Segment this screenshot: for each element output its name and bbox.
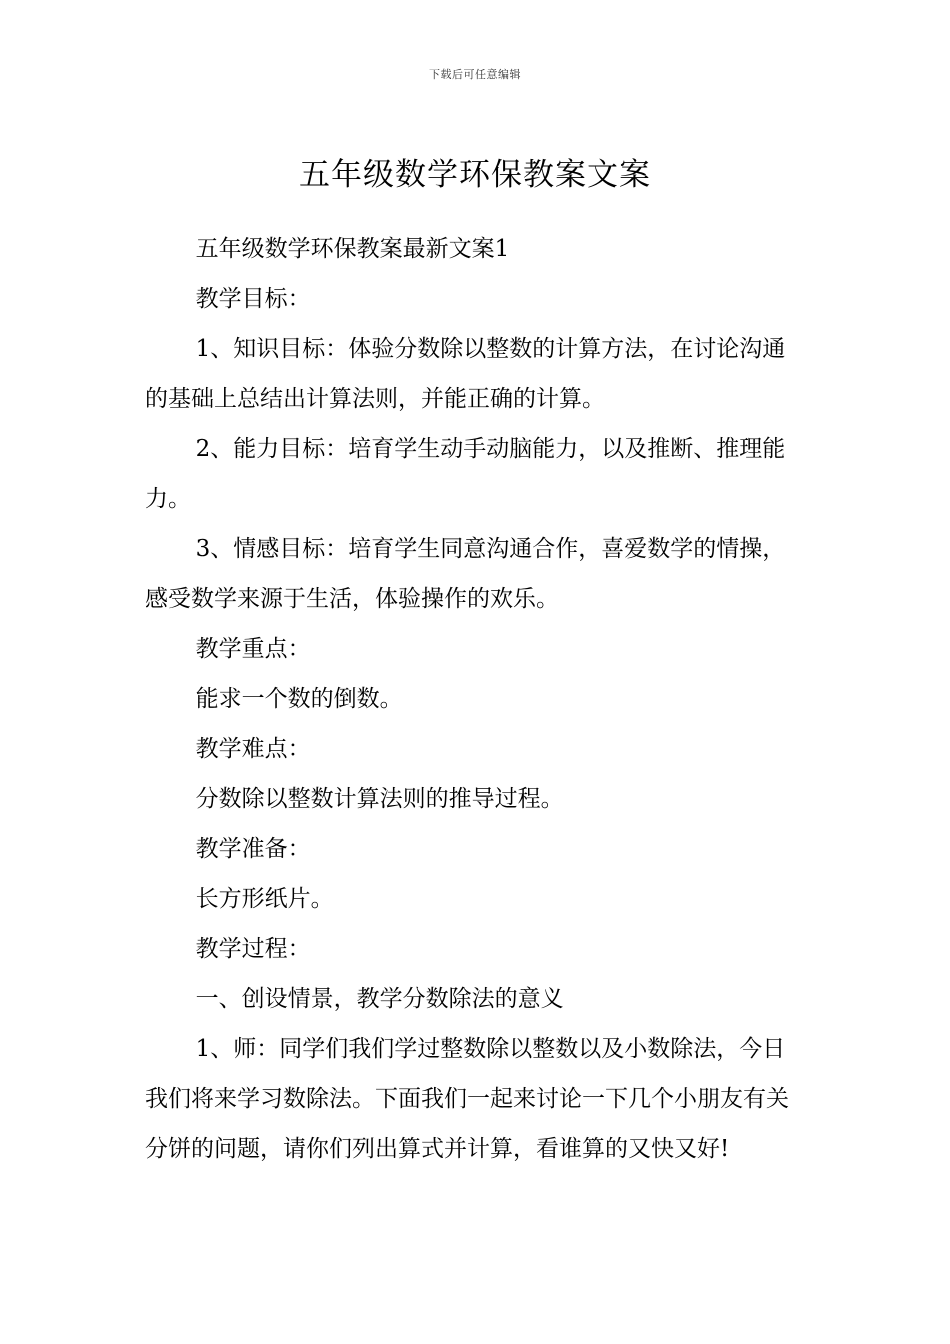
document-title: 五年级数学环保教案文案	[299, 156, 651, 193]
paragraph-preparation: 长方形纸片。	[195, 886, 334, 912]
paragraph-section-heading: 五年级数学环保教案最新文案1	[195, 236, 510, 262]
paragraph-ability-goal: 2、能力目标：培育学生动手动脑能力，以及推断、推理能力。	[145, 436, 786, 512]
paragraph-key-points: 能求一个数的倒数。	[195, 686, 403, 712]
paragraph-knowledge-goal: 1、知识目标：体验分数除以整数的计算方法，在讨论沟通的基础上总结出计算法则，并能正确的计算。	[145, 336, 786, 412]
paragraph-process-step-one: 一、创设情景，教学分数除法的意义	[195, 986, 564, 1012]
paragraph-process-label: 教学过程：	[195, 936, 311, 962]
paragraph-teaching-goals-label: 教学目标：	[195, 286, 311, 312]
paragraph-difficulties-label: 教学难点：	[195, 736, 311, 762]
document-body	[145, 224, 807, 1174]
paragraph-preparation-label: 教学准备：	[195, 836, 311, 862]
paragraph-teacher-intro: 1、师：同学们我们学过整数除以整数以及小数除法，今日我们将来学习数除法。下面我们一起来讨论一下几个小朋友有关分饼的问题，请你们列出算式并计算，看谁算的又快又好!	[145, 1036, 789, 1162]
paragraph-difficulties: 分数除以整数计算法则的推导过程。	[195, 786, 564, 812]
paragraph-key-points-label: 教学重点：	[195, 636, 311, 662]
header-note: 下载后可任意编辑	[429, 68, 521, 81]
paragraph-emotion-goal: 3、情感目标：培育学生同意沟通合作，喜爱数学的情操，感受数学来源于生活，体验操作的欢乐。	[145, 536, 786, 612]
